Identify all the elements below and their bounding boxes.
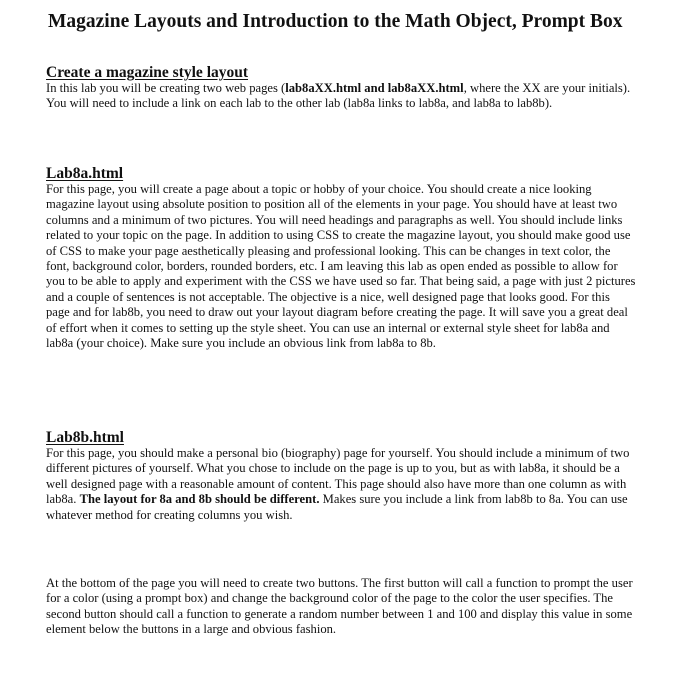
intro-paragraph [46, 81, 636, 112]
buttons-section [46, 576, 636, 638]
lab8b-paragraph [46, 446, 636, 523]
intro-bold-filenames: lab8aXX.html and lab8aXX.html [285, 81, 464, 95]
intro-heading: Create a magazine style layout [46, 64, 249, 81]
lab8a-paragraph: For this page, you will create a page about a topic or hobby of your choice. You should create a nice looking magazine layout using absolute position to position all of the elements in your page. You should have at least two columns and a minimum of two pictures. You will need headings and paragraphs as well. You should include links related to your topic on the page. In addition to using CSS to create the magazine layout, you should make good use of CSS to make your page aesthetically pleasing and professional looking. This can be changes in text color, the font, background color, borders, rounded borders, etc. I am leaving this lab as open ended as possible to allow for you to be able to apply and experiment with the CSS we have used so far. That being said, a page with just 2 pictures and a couple of sentences is not acceptable. The objective is a nice, well designed page that looks good. For this page and for lab8b, you need to draw out your layout diagram before creating the page. It will save you a great deal of effort when it comes to setting up the style sheet. You can use an internal or external style sheet for lab8a and lab8a (your choice). Make sure you include an obvious link from lab8a to 8b. [46, 182, 636, 351]
lab8a-heading: Lab8a.html [46, 165, 124, 182]
intro-section [46, 65, 636, 112]
intro-text-part-1: In this lab you will be creating two web pages ( [46, 81, 286, 95]
lab8b-section [46, 430, 636, 523]
buttons-paragraph: At the bottom of the page you will need to create two buttons. The first button will call a function to prompt the user for a color (using a prompt box) and change the background color of the page to the color the user specifies. The second button should call a function to generate a random number between 1 and 100 and display this value in some element below the buttons in a large and obvious fashion. [46, 576, 633, 637]
lab8b-bold-layout-note: The layout for 8a and 8b should be different. [79, 492, 320, 507]
document-title: Magazine Layouts and Introduction to the Math Object, Prompt Box [48, 11, 623, 32]
lab8b-text-part-2: Makes sure you include a link from lab8b to 8a. You can use whatever method for creating columns you wish. [46, 492, 628, 522]
lab8b-heading: Lab8b.html [46, 429, 124, 446]
lab8a-section [46, 166, 636, 351]
lab8b-text-part-1: For this page, you should make a personal bio (biography) page for yourself. You should include a minimum of two different pictures of yourself. What you chose to include on the page is up to you, but as with lab8a, it should be a well designed page with a reasonable amount of content. This page should also have more than one column as with lab8a. [46, 446, 630, 507]
intro-text-part-2: , where the XX are your initials). You will need to include a link on each lab to the other lab (lab8a links to lab8a, and lab8a to lab8b). [46, 81, 631, 111]
